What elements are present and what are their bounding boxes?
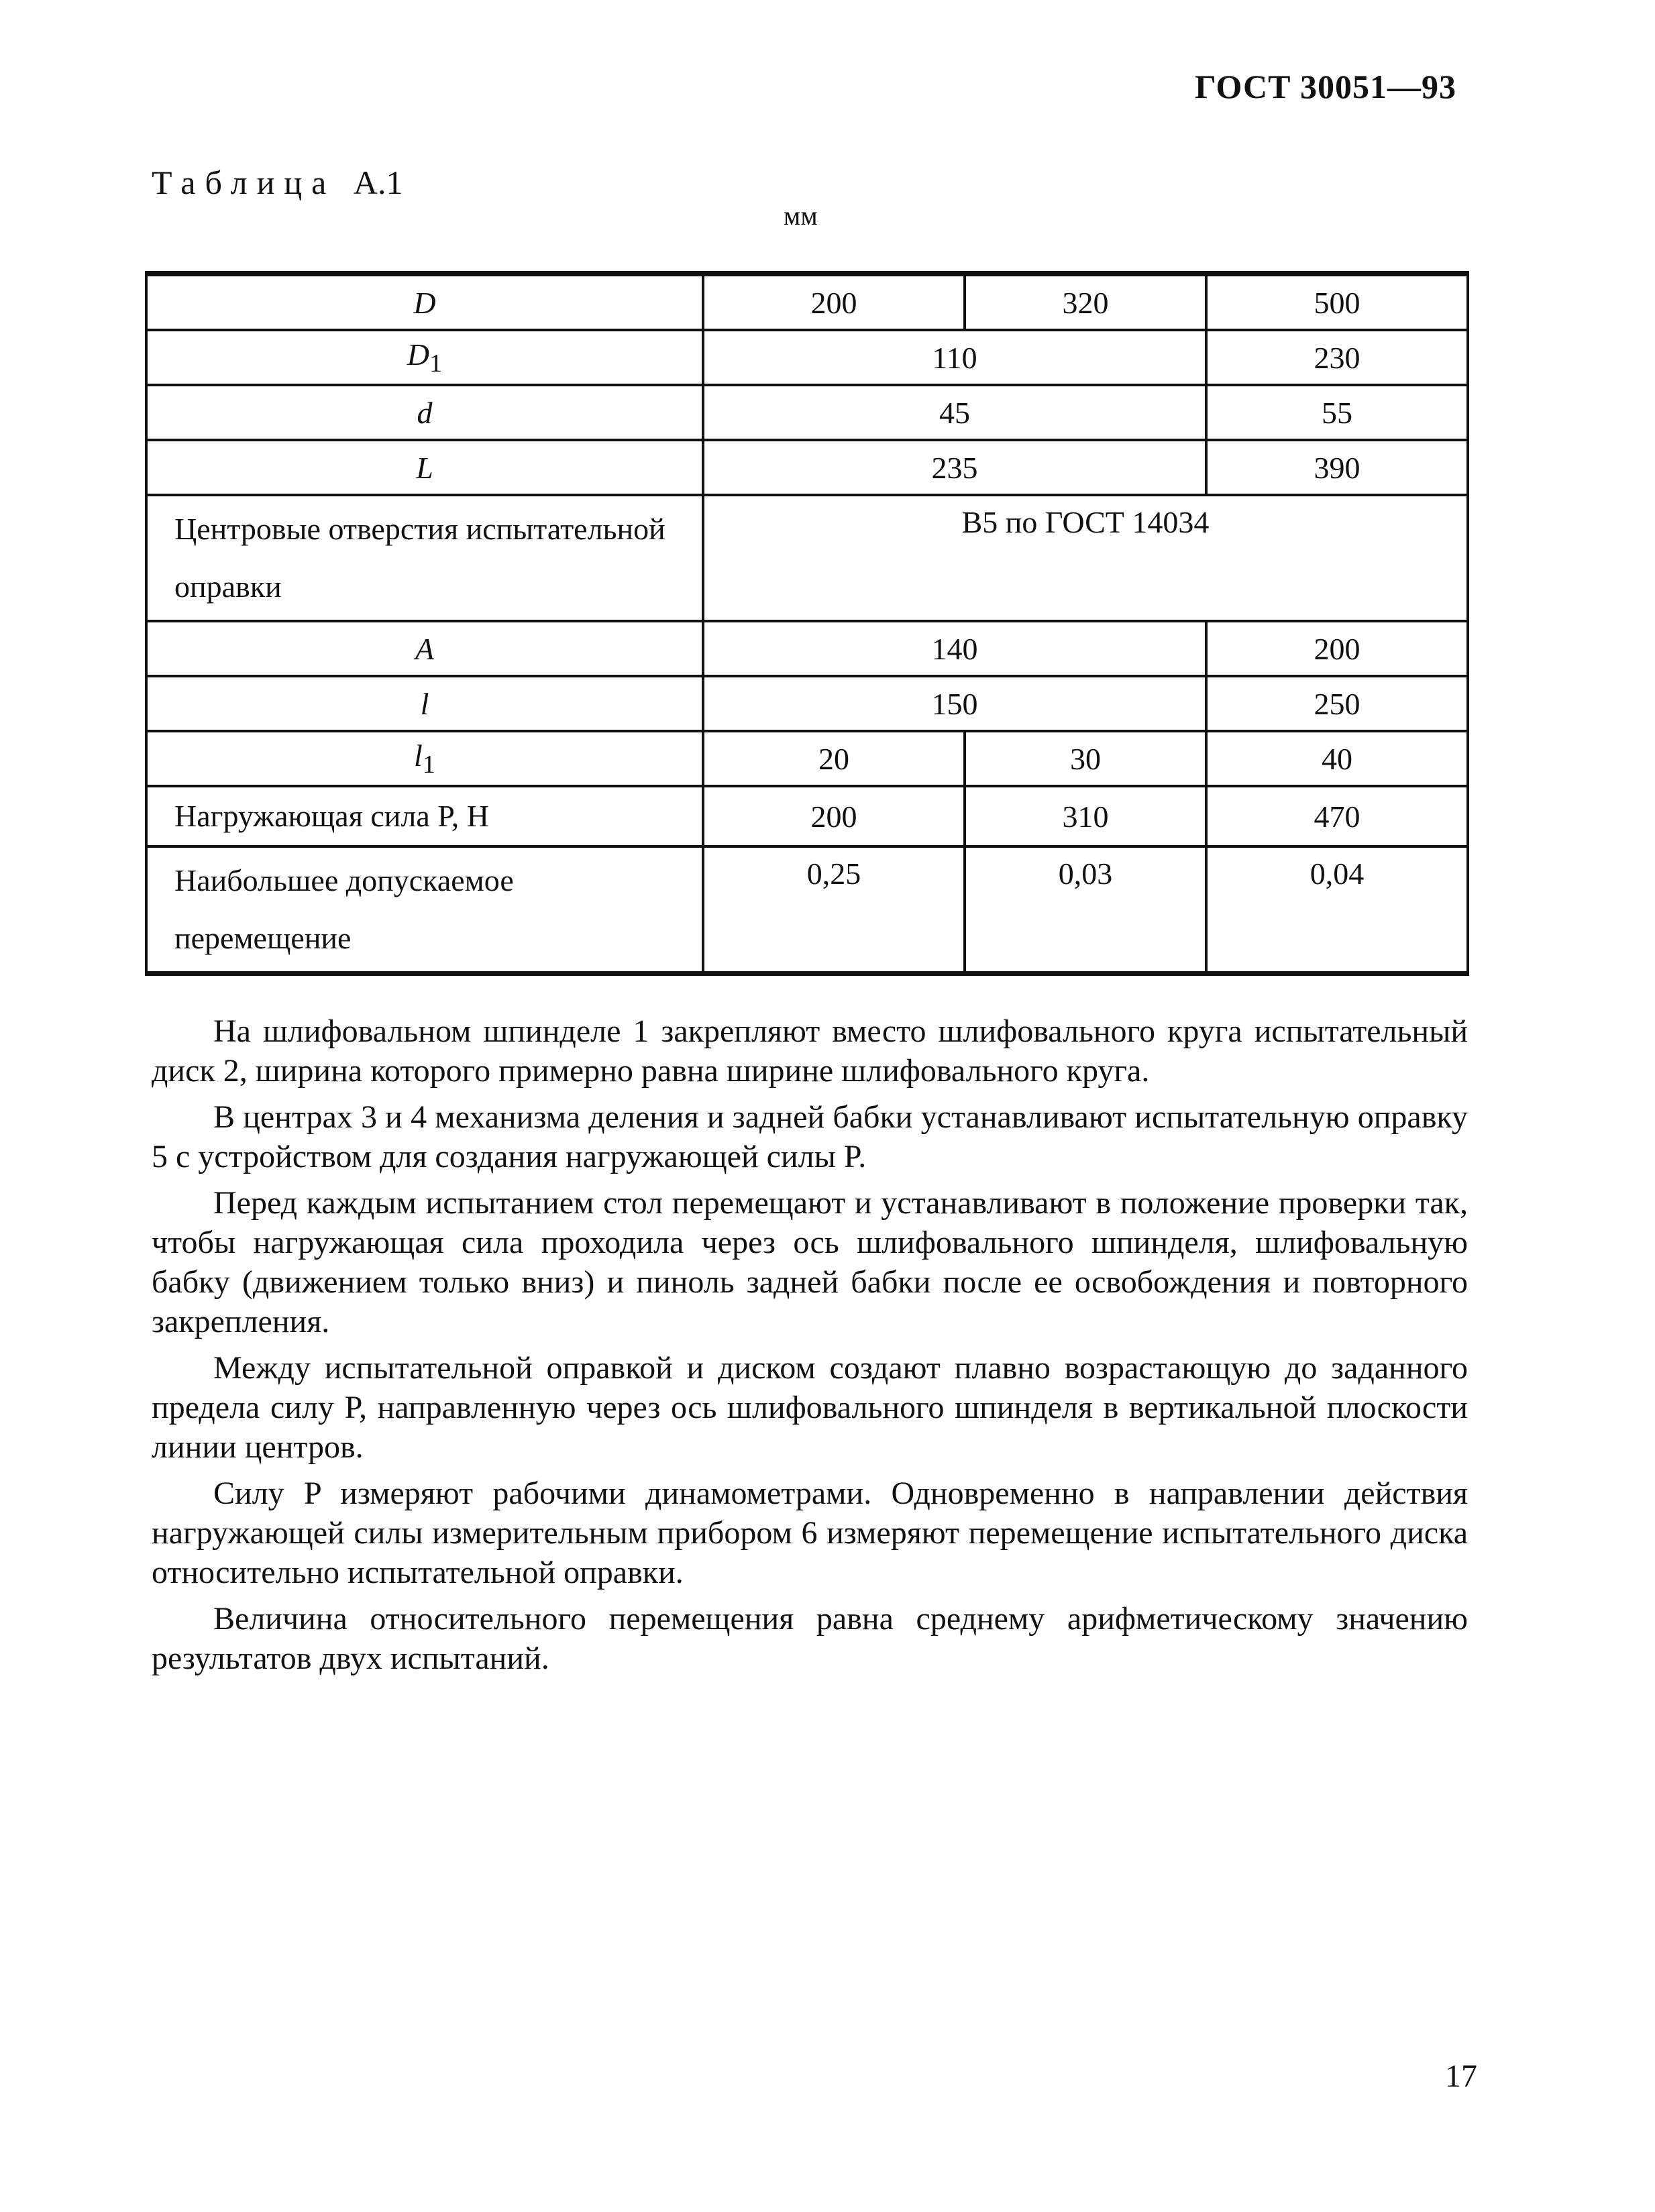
cell-disp-2: 0,03 bbox=[965, 846, 1206, 974]
paragraph-5: Силу P измеряют рабочими динамометрами. Одновременно в направлении действия нагружающей силы измерительным прибором 6 измеряют перемещение испытательного диска относительно испытательной оправки. bbox=[152, 1476, 1468, 1590]
table-row-D bbox=[146, 274, 1468, 330]
row-label-A: A bbox=[146, 621, 703, 676]
row-label-P: Нагружающая сила P, Н bbox=[146, 786, 703, 846]
row-label-D1-symbol: D bbox=[407, 337, 430, 372]
cell-l1-20: 20 bbox=[703, 731, 965, 786]
cell-D-320: 320 bbox=[965, 274, 1206, 330]
row-label-D: D bbox=[146, 274, 703, 330]
paragraph-1: На шлифовальном шпинделе 1 закрепляют вместо шлифовального круга испытательный диск 2, ширина которого примерно равна ширине шлифовального круга. bbox=[152, 1013, 1468, 1089]
row-label-L: L bbox=[146, 440, 703, 495]
paragraph-6: Величина относительного перемещения равна среднему арифметическому значению результатов двух испытаний. bbox=[152, 1601, 1468, 1676]
row-label-l1-symbol: l bbox=[414, 738, 423, 773]
cell-d-large: 55 bbox=[1206, 385, 1468, 440]
cell-D-500: 500 bbox=[1206, 274, 1468, 330]
cell-l-large: 250 bbox=[1206, 676, 1468, 731]
row-label-centers: Центровые отверстия испытательной оправки bbox=[146, 495, 703, 621]
cell-disp-3: 0,04 bbox=[1206, 846, 1468, 974]
cell-D1-large: 230 bbox=[1206, 330, 1468, 385]
cell-P-310: 310 bbox=[965, 786, 1206, 846]
table-row-displacement bbox=[146, 846, 1468, 974]
cell-d-small: 45 bbox=[703, 385, 1206, 440]
table-title-word: Таблица bbox=[152, 164, 336, 201]
cell-D-200: 200 bbox=[703, 274, 965, 330]
cell-P-200: 200 bbox=[703, 786, 965, 846]
row-label-D1 bbox=[146, 330, 703, 385]
cell-l1-40: 40 bbox=[1206, 731, 1468, 786]
table-row-L bbox=[146, 440, 1468, 495]
row-label-d: d bbox=[146, 385, 703, 440]
row-label-displacement: Наибольшее допускаемое перемещение bbox=[146, 846, 703, 974]
paragraph-4: Между испытательной оправкой и диском создают плавно возрастающую до заданного предела силу P, направленную через ось шлифовального шпинделя в вертикальной плоскости линии центров. bbox=[152, 1350, 1468, 1465]
table-row-P bbox=[146, 786, 1468, 846]
cell-l-small: 150 bbox=[703, 676, 1206, 731]
row-label-D1-subscript: 1 bbox=[429, 349, 443, 378]
table-row-D1 bbox=[146, 330, 1468, 385]
table-row-l1 bbox=[146, 731, 1468, 786]
cell-centers-value: В5 по ГОСТ 14034 bbox=[703, 495, 1468, 621]
row-label-l: l bbox=[146, 676, 703, 731]
cell-l1-30: 30 bbox=[965, 731, 1206, 786]
table-row-l bbox=[146, 676, 1468, 731]
cell-L-large: 390 bbox=[1206, 440, 1468, 495]
row-label-l1 bbox=[146, 731, 703, 786]
cell-A-small: 140 bbox=[703, 621, 1206, 676]
body-text bbox=[152, 1011, 1468, 1685]
cell-disp-1: 0,25 bbox=[703, 846, 965, 974]
table-row-centers bbox=[146, 495, 1468, 621]
standard-code: ГОСТ 30051—93 bbox=[1194, 68, 1456, 105]
cell-P-470: 470 bbox=[1206, 786, 1468, 846]
page-number: 17 bbox=[1445, 2058, 1477, 2094]
cell-L-small: 235 bbox=[703, 440, 1206, 495]
spec-table bbox=[145, 271, 1469, 976]
cell-A-large: 200 bbox=[1206, 621, 1468, 676]
table-title-number: А.1 bbox=[353, 164, 403, 201]
row-label-l1-subscript: 1 bbox=[422, 751, 435, 779]
table-row-d bbox=[146, 385, 1468, 440]
cell-D1-small: 110 bbox=[703, 330, 1206, 385]
table-row-A bbox=[146, 621, 1468, 676]
table-title bbox=[152, 163, 403, 202]
paragraph-2: В центрах 3 и 4 механизма деления и задней бабки устанавливают испытательную оправку 5 с устройством для создания нагружающей силы P. bbox=[152, 1099, 1468, 1174]
paragraph-3: Перед каждым испытанием стол перемещают и устанавливают в положение проверки так, чтобы нагружающая сила проходила через ось шлифовального шпинделя, шлифовальную бабку (движением только вниз) и пиноль задней бабки после ее освобождения и повторного закрепления. bbox=[152, 1185, 1468, 1339]
table-units: мм bbox=[784, 201, 818, 231]
